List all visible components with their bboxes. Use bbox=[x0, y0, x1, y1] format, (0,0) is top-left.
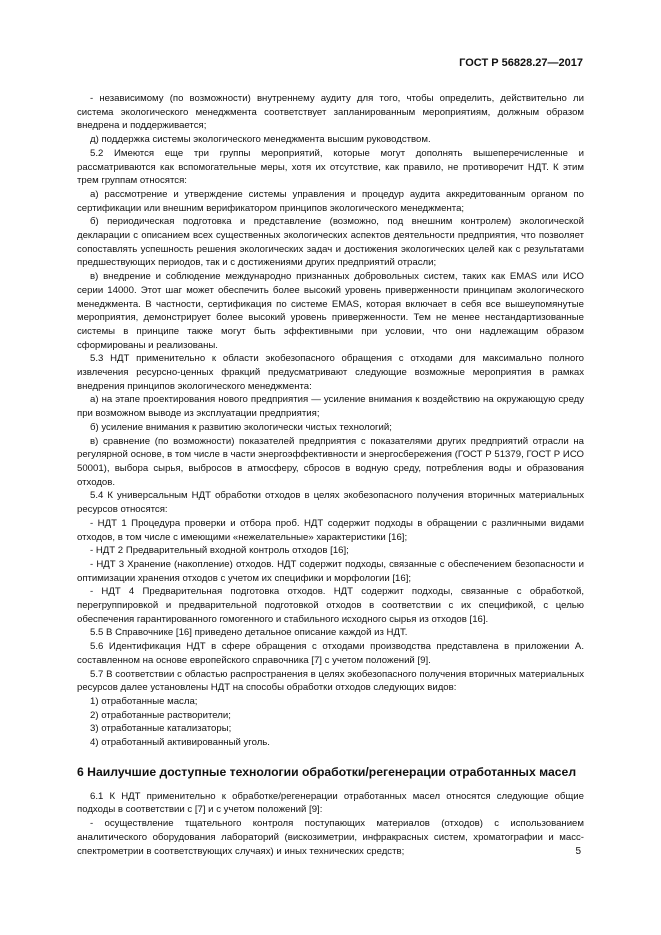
paragraph: 3) отработанные катализаторы; bbox=[90, 723, 232, 735]
paragraph: - НДТ 1 Процедура проверки и отбора проб. НДТ содержит подходы в обращении с различными видами отходов, в том числе с имеющими «нежелательные» характеристики [16]; bbox=[77, 517, 584, 543]
paragraph: 5.2 Имеются еще три группы мероприятий, которые могут дополнять вышеперечисленные и рассматриваются как вспомогательные меры, хотя их отсутствие, как правило, не противоречит НДТ. К этим трем группам относятся: bbox=[77, 147, 584, 187]
paragraph: - НДТ 4 Предварительная подготовка отходов. НДТ содержит подходы, связанные с обработкой, перегруппировкой и предварительной подготовкой отходов в соответствии с их спецификой, с целью обеспечения гарантированного гомогенного и стабильного исходного сырья из отходов [16]. bbox=[77, 586, 584, 625]
document-header: ГОСТ Р 56828.27—2017 bbox=[459, 57, 583, 69]
paragraph: в) сравнение (по возможности) показателей предприятия с показателями других предприятий отрасли на регулярной основе, в том числе в части энергоэффективности и энергосбережения (ГОСТ Р 51379, ГОСТ Р ИСО 50001), выбора сырья, выбросов в атмосферу, сбросов в водную среду, потребления воды и образования отходов. bbox=[77, 435, 584, 488]
paragraph: д) поддержка системы экологического менеджмента высшим руководством. bbox=[90, 134, 431, 146]
page-body bbox=[77, 92, 584, 858]
paragraph: 5.5 В Справочнике [16] приведено детальное описание каждой из НДТ. bbox=[90, 627, 408, 639]
paragraph: - осуществление тщательного контроля поступающих материалов (отходов) с использованием аналитического оборудования лабораторий (вискозиметрии, инфракрасных систем, хроматографии и масс-спектрометрии в соответствующих случаях) и иных технических средств; bbox=[77, 818, 584, 857]
section-heading: 6 Наилучшие доступные технологии обработки/регенерации отработанных масел bbox=[77, 764, 577, 779]
paragraph: - независимому (по возможности) внутреннему аудиту для того, чтобы определить, действительно ли система экологического менеджмента соответствует запланированным мероприятиям, должным образом внедрена и поддерживается; bbox=[77, 93, 584, 132]
paragraph: 2) отработанные растворители; bbox=[90, 709, 231, 721]
paragraph: 1) отработанные масла; bbox=[90, 695, 198, 707]
paragraph: 5.6 Идентификация НДТ в сфере обращения с отходами производства представлена в приложении А. составленном на основе европейского справочника [7] с учетом положений [9]. bbox=[77, 641, 584, 666]
paragraph: б) усиление внимания к развитию экологически чистых технологий; bbox=[90, 421, 392, 433]
paragraph: - НДТ 2 Предварительный входной контроль отходов [16]; bbox=[90, 545, 349, 557]
paragraph: 6.1 К НДТ применительно к обработке/регенерации отработанных масел относятся следующие общие подходы в соответствии с [7] и с учетом положений [9]: bbox=[77, 790, 584, 816]
paragraph: б) периодическая подготовка и представление (возможно, под внешним контролем) экологической декларации с описанием всех существенных экологических аспектов деятельности предприятия, что позволяет сопоставлять успешность решения экологических задач и достижения экологических целей как с результатами предшествующих периодов, так и с достижениями других предприятий отрасли; bbox=[77, 216, 584, 269]
paragraph: - НДТ 3 Хранение (накопление) отходов. НДТ содержит подходы, связанные с обеспечением безопасности и оптимизации хранения отходов с учетом их специфики и морфологии [16]; bbox=[77, 558, 584, 584]
paragraph: в) внедрение и соблюдение международно признанных добровольных систем, таких как EMAS или ИСО серии 14000. Этот шаг может обеспечить более высокий уровень приверженности принципам экологического менеджмента. В частности, сертификация по системе EMAS, которая включает в себя все вышеупомянутые мероприятия, демонстрирует более высокий уровень приверженности. Тем не менее нестандартизованные системы в принципе также могут быть эффективными при условии, что они надлежащим образом сформированы и реализованы. bbox=[77, 271, 584, 351]
page-number: 5 bbox=[575, 846, 581, 857]
paragraph: 5.4 К универсальным НДТ обработки отходов в целях экобезопасного получения вторичных материальных ресурсов относятся: bbox=[77, 490, 584, 516]
paragraph: 5.7 В соответствии с областью распространения в целях экобезопасного получения вторичных материальных ресурсов далее установлены НДТ на способы обработки отходов следующих видов: bbox=[77, 668, 584, 694]
paragraph: а) на этапе проектирования нового предприятия — усиление внимания к воздействию на окружающую среду при возможном выводе из эксплуатации предприятия; bbox=[77, 394, 584, 420]
paragraph: 4) отработанный активированный уголь. bbox=[90, 737, 270, 749]
paragraph: 5.3 НДТ применительно к области экобезопасного обращения с отходами для максимально полного извлечения ресурсно-ценных фракций предусматривают следующие возможные мероприятия в рамках внедрения принципов экологического менеджмента: bbox=[77, 353, 584, 392]
paragraph: а) рассмотрение и утверждение системы управления и процедур аудита аккредитованным органом по сертификации или внешним верификатором принципов экологического менеджмента; bbox=[77, 188, 584, 214]
